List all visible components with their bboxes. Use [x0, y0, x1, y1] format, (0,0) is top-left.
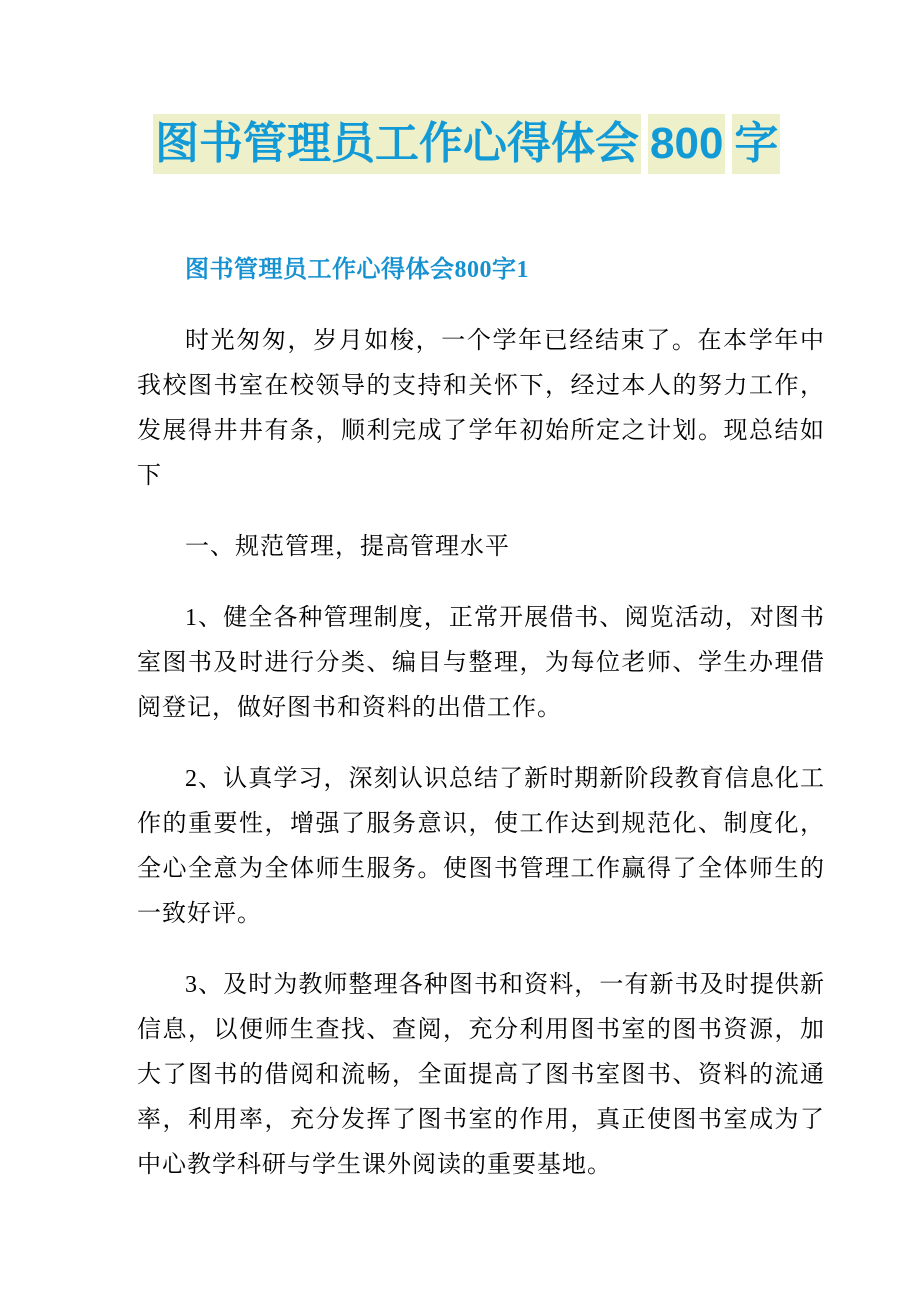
paragraph-section-heading: 一、规范管理，提高管理水平	[185, 534, 510, 560]
paragraph-item-1: 1、健全各种管理制度，正常开展借书、阅览活动，对图书室图书及时进行分类、编目与整理，为每位老师、学生办理借阅登记，做好图书和资料的出借工作。	[137, 605, 825, 721]
paragraph-intro: 时光匆匆，岁月如梭，一个学年已经结束了。在本学年中我校图书室在校领导的支持和关怀下，经过本人的努力工作，发展得井井有条，顺利完成了学年初始所定之计划。现总结如下	[137, 328, 825, 489]
paragraph-item-3: 3、及时为教师整理各种图书和资料，一有新书及时提供新信息，以便师生查找、查阅，充分利用图书室的图书资源，加大了图书的借阅和流畅，全面提高了图书室图书、资料的流通率，利用率，充分发挥了图书室的作用，真正使图书室成为了中心教学科研与学生课外阅读的重要基地。	[137, 972, 825, 1178]
section-subtitle: 图书管理员工作心得体会800字1	[185, 257, 529, 283]
title-suffix-run: 字	[732, 114, 780, 174]
title-text-run: 图书管理员工作心得体会	[153, 114, 641, 174]
title-number-run: 800	[648, 114, 725, 174]
paragraph-item-2: 2、认真学习，深刻认识总结了新时期新阶段教育信息化工作的重要性，增强了服务意识，使工作达到规范化、制度化，全心全意为全体师生服务。使图书管理工作赢得了全体师生的一致好评。	[137, 766, 825, 927]
page-title	[153, 114, 825, 174]
